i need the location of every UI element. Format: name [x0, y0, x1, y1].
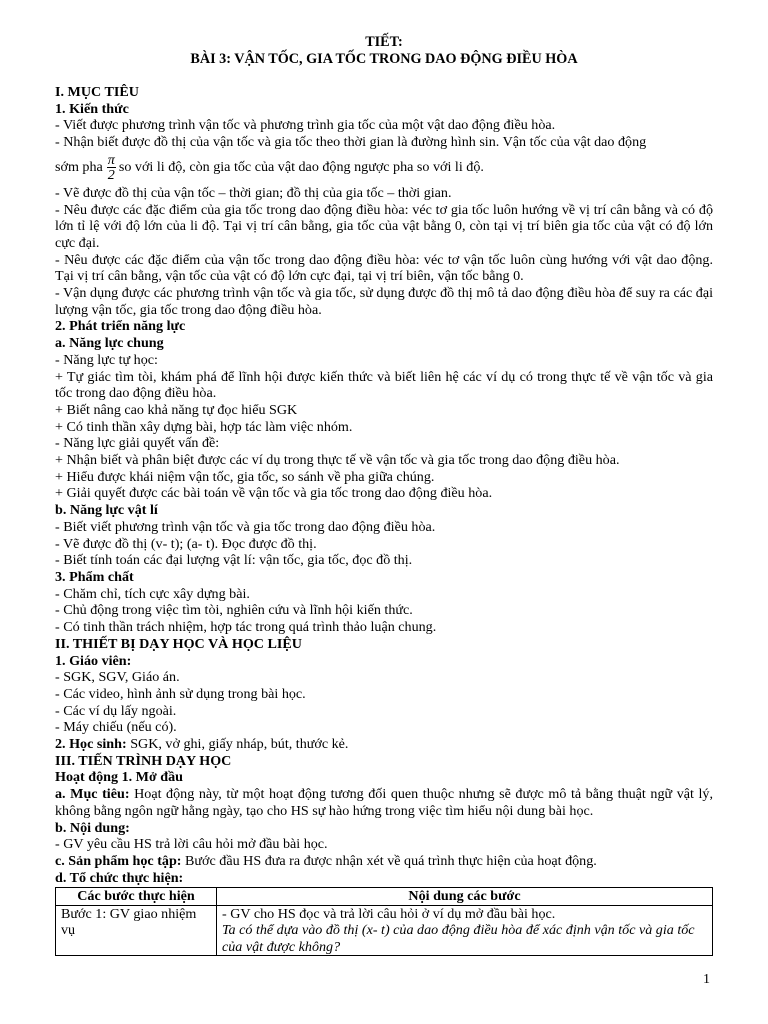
inline-label: 2. Học sinh: — [55, 736, 127, 753]
subsection-heading: 2. Phát triển năng lực — [55, 318, 186, 335]
text-segment: SGK, vở ghi, giấy nháp, bút, thước kẻ. — [130, 736, 349, 753]
subsection-heading: b. Nội dung: — [55, 819, 130, 836]
paragraph: - Nhận biết được đồ thị của vận tốc và gia tốc theo thời gian là đường hình sin. Vận tốc của vật dao động — [55, 134, 647, 151]
text-segment: Bước đầu HS đưa ra được nhận xét về quá trình thực hiện của hoạt động. — [185, 852, 597, 869]
paragraph — [55, 786, 713, 819]
paragraph: + Có tinh thần xây dựng bài, hợp tác làm việc nhóm. — [55, 418, 353, 435]
paragraph-with-fraction — [55, 151, 713, 185]
paragraph: - Viết được phương trình vận tốc và phương trình gia tốc của một vật dao động điều hòa. — [55, 117, 556, 134]
subsection-heading: b. Năng lực vật lí — [55, 502, 158, 519]
subsection-heading: 1. Kiến thức — [55, 100, 129, 117]
inline-label: c. Sản phẩm học tập: — [55, 852, 182, 869]
text-segment: sớm pha — [55, 159, 103, 176]
paragraph: + Biết nâng cao khả năng tự đọc hiểu SGK — [55, 401, 298, 418]
steps-table — [55, 887, 713, 956]
paragraph: - Các ví dụ lấy ngoài. — [55, 702, 177, 719]
section-heading: II. THIẾT BỊ DẠY HỌC VÀ HỌC LIỆU — [55, 635, 302, 652]
paragraph — [55, 853, 713, 870]
table-cell-content — [217, 905, 713, 956]
cell-line-italic: Ta có thể dựa vào đồ thị (x- t) của dao động điều hòa để xác định vận tốc và gia tốc của vật được không? — [222, 922, 695, 955]
paragraph: + Hiểu được khái niệm vận tốc, gia tốc, so sánh về pha giữa chúng. — [55, 468, 435, 485]
paragraph: - Chăm chỉ, tích cực xây dựng bài. — [55, 585, 250, 602]
paragraph: - Vẽ được đồ thị (v- t); (a- t). Đọc được đồ thị. — [55, 535, 317, 552]
paragraph: - GV yêu cầu HS trả lời câu hỏi mở đầu bài học. — [55, 836, 328, 853]
paragraph: - Năng lực giải quyết vấn đề: — [55, 435, 220, 452]
fraction-numerator: π — [107, 152, 115, 169]
text-segment: Hoạt động này, từ một hoạt động tương đối quen thuộc nhưng sẽ được mô tả bằng thuật ngữ vật lý, không bằng ngôn ngữ hằng ngày, tạo cho HS sự hào hứng trong việc tìm hiểu nội dung bài học. — [55, 786, 713, 819]
text-segment: so với li độ, còn gia tốc của vật dao động ngược pha so với li độ. — [118, 159, 484, 176]
page-number: 1 — [703, 972, 710, 987]
paragraph: - Các video, hình ảnh sử dụng trong bài học. — [55, 685, 306, 702]
paragraph: - Nêu được các đặc điểm của gia tốc trong dao động điều hòa: véc tơ gia tốc luôn hướng về vị trí cân bằng và có độ lớn tỉ lệ với độ lớn của li độ. Tại vị trí cân bằng, gia tốc của vật bằng 0, còn tại vị trí biên gia tốc của vật có độ lớn cực đại. — [55, 201, 713, 251]
subsection-heading: a. Năng lực chung — [55, 335, 164, 352]
table-cell-step: Bước 1: GV giao nhiệm vụ — [56, 905, 217, 956]
subsection-heading: 1. Giáo viên: — [55, 652, 132, 669]
paragraph — [55, 736, 713, 753]
paragraph: - Vận dụng được các phương trình vận tốc và gia tốc, sử dụng được đồ thị mô tả dao động điều hòa để suy ra các đại lượng vận tốc, gia tốc trong dao động điều hòa. — [55, 285, 713, 318]
document-body — [55, 84, 713, 956]
paragraph: - Năng lực tự học: — [55, 351, 158, 368]
paragraph: - Máy chiếu (nếu có). — [55, 719, 177, 736]
subsection-heading: 3. Phẩm chất — [55, 568, 134, 585]
paragraph: - SGK, SGV, Giáo án. — [55, 669, 180, 686]
paragraph: - Vẽ được đồ thị của vận tốc – thời gian; đồ thị của gia tốc – thời gian. — [55, 184, 452, 201]
pi-over-2-fraction — [107, 153, 116, 182]
paragraph: + Nhận biết và phân biệt được các ví dụ trong thực tế về vận tốc và gia tốc trong dao động điều hòa. — [55, 452, 620, 469]
paragraph: - Biết viết phương trình vận tốc và gia tốc trong dao động điều hòa. — [55, 518, 436, 535]
paragraph: - Biết tính toán các đại lượng vật lí: vận tốc, gia tốc, đọc đồ thị. — [55, 552, 413, 569]
paragraph: - Có tinh thần trách nhiệm, hợp tác trong quá trình thảo luận chung. — [55, 619, 437, 636]
lesson-title: BÀI 3: VẬN TỐC, GIA TỐC TRONG DAO ĐỘNG ĐIỀU HÒA — [190, 51, 578, 67]
table-row — [56, 905, 713, 956]
table-header-row — [56, 888, 713, 906]
inline-label: a. Mục tiêu: — [55, 786, 130, 803]
subsection-heading: d. Tổ chức thực hiện: — [55, 869, 184, 886]
section-heading: III. TIẾN TRÌNH DẠY HỌC — [55, 752, 232, 769]
activity-heading: Hoạt động 1. Mở đầu — [55, 769, 184, 786]
paragraph: - Nêu được các đặc điểm của vận tốc trong dao động điều hòa: véc tơ vận tốc luôn cùng hướng với vật dao động. Tại vị trí cân bằng, vận tốc của vật có độ lớn cực đại, tại vị trí biên, vận tốc bằng 0. — [55, 251, 713, 285]
paragraph: + Giải quyết được các bài toán về vận tốc và gia tốc trong dao động điều hòa. — [55, 485, 493, 502]
section-heading: I. MỤC TIÊU — [55, 84, 139, 100]
cell-line: - GV cho HS đọc và trả lời câu hỏi ở ví dụ mở đầu bài học. — [222, 905, 556, 922]
lesson-label: TIẾT: — [365, 34, 403, 50]
title-block — [0, 34, 768, 68]
paragraph: + Tự giác tìm tòi, khám phá để lĩnh hội được kiến thức và biết liên hệ các ví dụ có trong thực tế về vận tốc và gia tốc trong dao động điều hòa. — [55, 368, 713, 402]
table-header-cell: Nội dung các bước — [217, 888, 713, 906]
fraction-denominator: 2 — [107, 167, 115, 184]
table-header-cell: Các bước thực hiện — [56, 888, 217, 906]
paragraph: - Chủ động trong việc tìm tòi, nghiên cứu và lĩnh hội kiến thức. — [55, 602, 413, 619]
